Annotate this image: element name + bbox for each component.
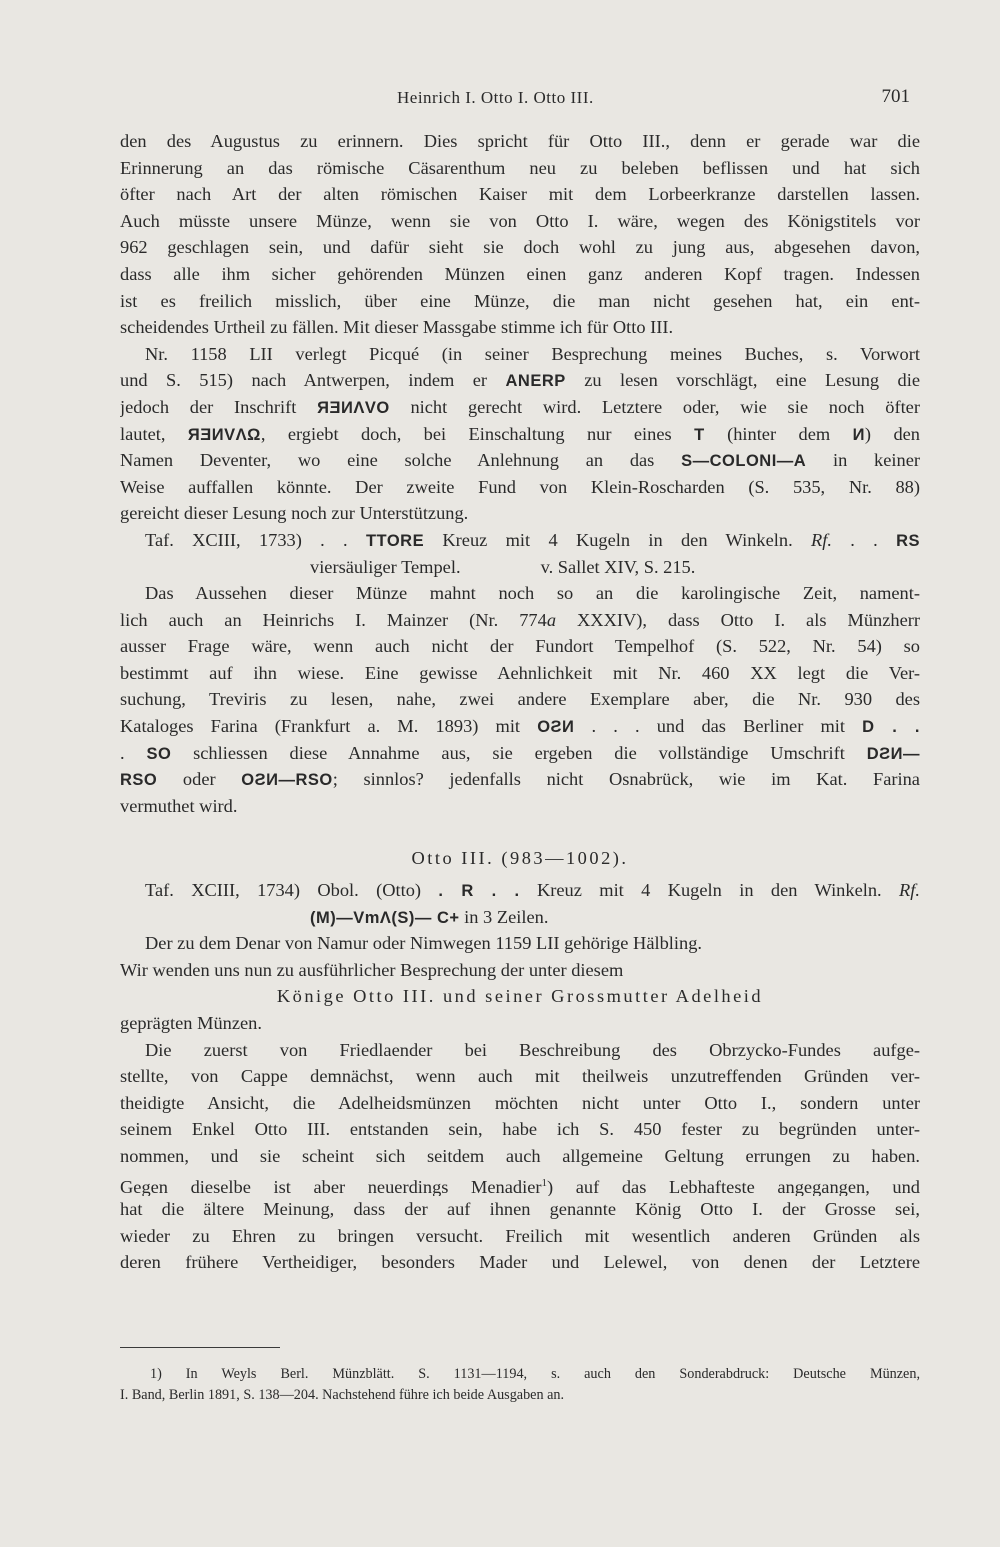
text-line: geprägten Münzen. — [120, 1013, 262, 1033]
text-line: RSO oder OƧИ—RSO; sinnlos? jedenfalls nicht Osnabrück, wie im Kat. Farina — [120, 769, 920, 790]
text-line: Gegen dieselbe ist aber neuerdings Menadier$^1$) auf das Lebhafteste angegangen, und — [120, 1176, 920, 1197]
text-line: öfter nach Art der alten römischen Kaiser mit dem Lorbeerkranze darstellen lassen. — [120, 184, 920, 205]
text-line: Der zu dem Denar von Namur oder Nimwegen 1159 LII gehörige Hälbling. — [145, 933, 702, 954]
text-line: Die zuerst von Friedlaender bei Beschreibung des Obrzycko-Fundes aufge- — [145, 1039, 920, 1060]
text-line: und S. 515) nach Antwerpen, indem er ANERP zu lesen vorschlägt, eine Lesung die — [120, 370, 920, 391]
text-line: Erinnerung an das römische Cäsarenthum neu zu beleben beflissen und hat sich — [120, 157, 920, 178]
coin-legend: OƧИ—RSO — [241, 771, 333, 790]
page-header — [120, 88, 920, 114]
text-line: theidigte Ansicht, die Adelheidsmünzen möchten nicht unter Otto I., sondern unter — [120, 1092, 920, 1113]
reverse-abbrev: Rf. — [811, 529, 832, 550]
footnote-divider — [120, 1347, 280, 1348]
coin-legend: И — [852, 425, 865, 444]
reverse-abbrev: Rf. — [899, 880, 920, 901]
text-line: Wir wenden uns nun zu ausführlicher Besprechung der unter diesem — [120, 959, 624, 980]
footnotes — [120, 1364, 920, 1406]
text-line: 962 geschlagen sein, und dafür sieht sie doch wohl zu jung aus, abgesehen davon, — [120, 237, 920, 258]
coin-legend: ЯƎИVΛΩ — [187, 425, 261, 444]
text-line: ist es freilich misslich, über eine Münze, die man nicht gesehen hat, ein ent- — [120, 290, 920, 311]
coin-legend: (M)—VmΛ(S)— C+ — [310, 908, 460, 927]
text-line: ausser Frage wäre, wenn auch nicht der Fundort Tempelhof (S. 522, Nr. 54) so — [120, 636, 920, 657]
coin-legend: S—COLONI—A — [681, 452, 807, 471]
coin-legend: TTORE — [365, 531, 425, 550]
text-line: scheidendes Urtheil zu fällen. Mit dieser Massgabe stimme ich für Otto III. — [120, 317, 674, 338]
plate-entry-1734: Taf. XCIII, 1734) Obol. (Otto) . R . . Kreuz mit 4 Kugeln in den Winkeln. Rf. — [145, 880, 920, 901]
text-line: Namen Deventer, wo eine solche Anlehnung an das S—COLONI—A in keiner — [120, 450, 920, 471]
text-line: wieder zu Ehren zu bringen versucht. Freilich mit wesentlich anderen Gründen als — [120, 1225, 920, 1246]
text-line: Kataloges Farina (Frankfurt a. M. 1893) mit OƧИ . . . und das Berliner mit D . . — [120, 716, 920, 737]
text-line: hat die ältere Meinung, dass der auf ihnen genannte König Otto I. der Grosse sei, — [120, 1199, 920, 1220]
page-number: 701 — [881, 86, 910, 107]
text-line: Auch müsste unsere Münze, wenn sie von Otto I. wäre, wegen des Königstitels vor — [120, 210, 920, 231]
footnote-marker: 1 — [541, 1176, 548, 1189]
coin-legend: RS — [896, 531, 920, 550]
footnote-line: 1) In Weyls Berl. Münzblätt. S. 1131—1194, s. auch den Sonderabdruck: Deutsche Münzen, — [150, 1366, 920, 1382]
plate-entry-1733-reverse: viersäuliger Tempel. v. Sallet XIV, S. 215. — [310, 556, 696, 577]
coin-legend: ANERP — [505, 372, 566, 391]
text-line: lich auch an Heinrichs I. Mainzer (Nr. 774a XXXIV), dass Otto I. als Münzherr — [120, 609, 920, 630]
text-line: dass alle ihm sicher gehörenden Münzen einen ganz anderen Kopf tragen. Indessen — [120, 263, 920, 284]
text-line: . SO schliessen diese Annahme aus, sie ergeben die vollständige Umschrift DƧИ— — [120, 742, 920, 763]
text-line: stellte, von Cappe demnächst, wenn auch mit theilweis unzutreffenden Gründen ver- — [120, 1066, 920, 1087]
text-line: lautet, ЯƎИVΛΩ, ergiebt doch, bei Einschaltung nur eines T (hinter dem И) den — [120, 423, 920, 444]
text-line: vermuthet wird. — [120, 795, 238, 816]
coin-legend: RSO — [120, 771, 158, 790]
section-heading: Otto III. (983—1002). — [411, 848, 629, 869]
coin-legend: T — [694, 425, 705, 444]
text-line: gereicht dieser Lesung noch zur Unterstützung. — [120, 503, 469, 524]
text-line: Das Aussehen dieser Münze mahnt noch so an die karolingische Zeit, nament- — [145, 583, 920, 604]
text-line: suchung, Treviris zu lesen, nahe, zwei andere Exemplare aber, die Nr. 930 des — [120, 689, 920, 710]
text-line: den des Augustus zu erinnern. Dies spricht für Otto III., denn er gerade war die — [120, 131, 920, 151]
text-line: nommen, und sie scheint sich seitdem auch allgemeine Geltung errungen zu haben. — [120, 1145, 920, 1166]
plate-entry-1734-reverse: (M)—VmΛ(S)— C+ in 3 Zeilen. — [310, 906, 549, 927]
subject-heading: Könige Otto III. und seiner Grossmutter Adelheid — [276, 986, 764, 1007]
coin-legend: SO — [146, 744, 172, 763]
coin-legend: OƧИ — [537, 718, 575, 737]
coin-legend: DƧИ— — [866, 744, 920, 763]
plate-entry-1733: Taf. XCIII, 1733) . . TTORE Kreuz mit 4 Kugeln in den Winkeln. Rf. . . RS — [145, 529, 920, 550]
text-line: jedoch der Inschrift ЯƎИΛVO nicht gerecht wird. Letztere oder, wie sie noch öfter — [120, 396, 920, 417]
text-line: deren frühere Vertheidiger, besonders Mader und Lelewel, von denen der Letztere — [120, 1252, 920, 1273]
running-head: Heinrich I. Otto I. Otto III. — [397, 88, 594, 107]
coin-denomination: Obol. — [317, 880, 359, 901]
body-text — [120, 128, 920, 1276]
text-line: Weise auffallen könnte. Der zweite Fund von Klein-Roscharden (S. 535, Nr. 88) — [120, 476, 920, 497]
coin-legend: D . . — [862, 718, 920, 737]
footnote-line: I. Band, Berlin 1891, S. 138—204. Nachstehend führe ich beide Ausgaben an. — [120, 1387, 565, 1403]
text-line: seinem Enkel Otto III. entstanden sein, habe ich S. 450 fester zu begründen unter- — [120, 1119, 920, 1140]
coin-legend: . R . . — [438, 882, 520, 901]
text-line: bestimmt auf ihn wiese. Eine gewisse Aehnlichkeit mit Nr. 460 XX legt die Ver- — [120, 662, 920, 683]
text-line: Nr. 1158 LII verlegt Picqué (in seiner Besprechung meines Buches, s. Vorwort — [145, 343, 920, 364]
coin-legend: ЯƎИΛVO — [317, 398, 390, 417]
